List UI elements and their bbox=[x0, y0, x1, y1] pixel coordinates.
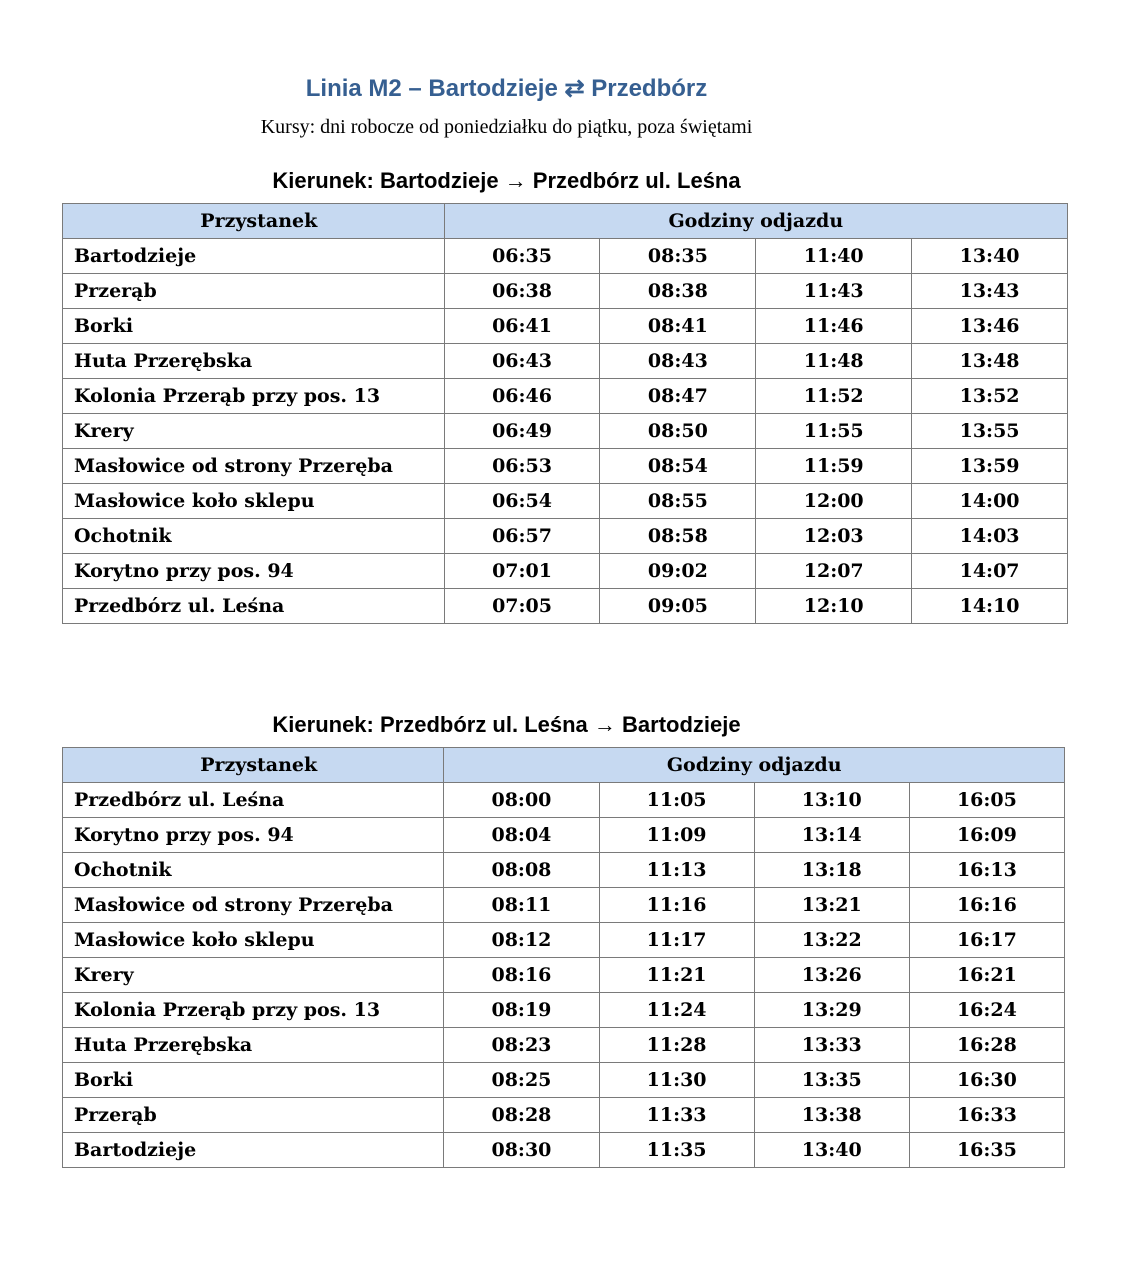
stop-name: Masłowice od strony Przeręba bbox=[63, 888, 444, 923]
departure-time: 13:40 bbox=[912, 239, 1068, 274]
departure-time: 08:04 bbox=[444, 818, 599, 853]
timetable-direction-2 bbox=[62, 747, 1065, 1168]
departure-time: 16:09 bbox=[909, 818, 1064, 853]
departure-time: 06:43 bbox=[444, 344, 600, 379]
departure-time: 08:00 bbox=[444, 783, 599, 818]
departure-time: 06:46 bbox=[444, 379, 600, 414]
table-header-row bbox=[63, 748, 1065, 783]
departure-time: 11:33 bbox=[599, 1098, 754, 1133]
departure-time: 09:05 bbox=[600, 589, 756, 624]
departure-time: 11:55 bbox=[756, 414, 912, 449]
table-row bbox=[63, 484, 1068, 519]
stop-name: Przerąb bbox=[63, 274, 445, 309]
table-row bbox=[63, 449, 1068, 484]
table-row bbox=[63, 379, 1068, 414]
departure-time: 11:17 bbox=[599, 923, 754, 958]
departure-time: 13:33 bbox=[754, 1028, 909, 1063]
departure-time: 13:46 bbox=[912, 309, 1068, 344]
departure-time: 08:47 bbox=[600, 379, 756, 414]
departure-time: 16:30 bbox=[909, 1063, 1064, 1098]
departure-time: 06:38 bbox=[444, 274, 600, 309]
departure-time: 08:43 bbox=[600, 344, 756, 379]
departure-time: 11:40 bbox=[756, 239, 912, 274]
departure-time: 16:33 bbox=[909, 1098, 1064, 1133]
departure-time: 16:24 bbox=[909, 993, 1064, 1028]
departure-time: 11:28 bbox=[599, 1028, 754, 1063]
departure-time: 11:35 bbox=[599, 1133, 754, 1168]
departure-time: 13:55 bbox=[912, 414, 1068, 449]
stop-name: Krery bbox=[63, 414, 445, 449]
departure-time: 11:21 bbox=[599, 958, 754, 993]
departure-time: 11:43 bbox=[756, 274, 912, 309]
departure-time: 06:57 bbox=[444, 519, 600, 554]
departure-time: 08:28 bbox=[444, 1098, 599, 1133]
stop-name: Borki bbox=[63, 309, 445, 344]
departure-time: 13:40 bbox=[754, 1133, 909, 1168]
stop-name: Krery bbox=[63, 958, 444, 993]
departure-time: 08:38 bbox=[600, 274, 756, 309]
departure-time: 13:18 bbox=[754, 853, 909, 888]
departure-time: 13:29 bbox=[754, 993, 909, 1028]
table-row bbox=[63, 853, 1065, 888]
departure-time: 16:05 bbox=[909, 783, 1064, 818]
stop-name: Huta Przerębska bbox=[63, 344, 445, 379]
page-subtitle: Kursy: dni robocze od poniedziałku do piątku, poza świętami bbox=[260, 116, 753, 138]
stop-name: Bartodzieje bbox=[63, 239, 445, 274]
table-row bbox=[63, 958, 1065, 993]
departure-time: 11:09 bbox=[599, 818, 754, 853]
stop-name: Przerąb bbox=[63, 1098, 444, 1133]
table-row bbox=[63, 1028, 1065, 1063]
departure-time: 13:59 bbox=[912, 449, 1068, 484]
departure-time: 06:53 bbox=[444, 449, 600, 484]
departure-time: 14:00 bbox=[912, 484, 1068, 519]
departure-time: 11:30 bbox=[599, 1063, 754, 1098]
departure-time: 06:54 bbox=[444, 484, 600, 519]
table-row bbox=[63, 923, 1065, 958]
table-row bbox=[63, 519, 1068, 554]
departure-time: 08:16 bbox=[444, 958, 599, 993]
departure-time: 16:16 bbox=[909, 888, 1064, 923]
departure-time: 13:38 bbox=[754, 1098, 909, 1133]
table-row bbox=[63, 414, 1068, 449]
table-row bbox=[63, 1098, 1065, 1133]
times-column-header: Godziny odjazdu bbox=[444, 204, 1067, 239]
departure-time: 11:16 bbox=[599, 888, 754, 923]
stop-name: Przedbórz ul. Leśna bbox=[63, 589, 445, 624]
stop-name: Masłowice od strony Przeręba bbox=[63, 449, 445, 484]
table-header-row bbox=[63, 204, 1068, 239]
departure-time: 13:52 bbox=[912, 379, 1068, 414]
departure-time: 11:52 bbox=[756, 379, 912, 414]
table-row bbox=[63, 589, 1068, 624]
direction-heading-2: Kierunek: Przedbórz ul. Leśna → Bartodzieje bbox=[272, 712, 741, 737]
departure-time: 08:23 bbox=[444, 1028, 599, 1063]
departure-time: 07:05 bbox=[444, 589, 600, 624]
departure-time: 16:28 bbox=[909, 1028, 1064, 1063]
table-row bbox=[63, 274, 1068, 309]
departure-time: 13:10 bbox=[754, 783, 909, 818]
departure-time: 16:21 bbox=[909, 958, 1064, 993]
departure-time: 12:03 bbox=[756, 519, 912, 554]
table-row bbox=[63, 1133, 1065, 1168]
departure-time: 11:13 bbox=[599, 853, 754, 888]
departure-time: 08:54 bbox=[600, 449, 756, 484]
departure-time: 13:21 bbox=[754, 888, 909, 923]
departure-time: 08:35 bbox=[600, 239, 756, 274]
table-row bbox=[63, 239, 1068, 274]
departure-time: 13:48 bbox=[912, 344, 1068, 379]
departure-time: 12:00 bbox=[756, 484, 912, 519]
timetable-direction-1 bbox=[62, 203, 1068, 624]
departure-time: 14:03 bbox=[912, 519, 1068, 554]
departure-time: 08:12 bbox=[444, 923, 599, 958]
departure-time: 14:07 bbox=[912, 554, 1068, 589]
table-row bbox=[63, 818, 1065, 853]
stop-name: Ochotnik bbox=[63, 519, 445, 554]
departure-time: 08:25 bbox=[444, 1063, 599, 1098]
departure-time: 11:48 bbox=[756, 344, 912, 379]
stop-name: Ochotnik bbox=[63, 853, 444, 888]
table-row bbox=[63, 783, 1065, 818]
departure-time: 14:10 bbox=[912, 589, 1068, 624]
departure-time: 09:02 bbox=[600, 554, 756, 589]
departure-time: 16:35 bbox=[909, 1133, 1064, 1168]
stop-name: Przedbórz ul. Leśna bbox=[63, 783, 444, 818]
departure-time: 08:08 bbox=[444, 853, 599, 888]
departure-time: 08:41 bbox=[600, 309, 756, 344]
stop-name: Huta Przerębska bbox=[63, 1028, 444, 1063]
times-column-header: Godziny odjazdu bbox=[444, 748, 1065, 783]
departure-time: 07:01 bbox=[444, 554, 600, 589]
stop-name: Korytno przy pos. 94 bbox=[63, 818, 444, 853]
departure-time: 13:22 bbox=[754, 923, 909, 958]
table-row bbox=[63, 993, 1065, 1028]
departure-time: 08:50 bbox=[600, 414, 756, 449]
departure-time: 11:05 bbox=[599, 783, 754, 818]
departure-time: 06:49 bbox=[444, 414, 600, 449]
direction-heading-1: Kierunek: Bartodzieje → Przedbórz ul. Leśna bbox=[272, 168, 741, 193]
stop-name: Bartodzieje bbox=[63, 1133, 444, 1168]
stop-column-header: Przystanek bbox=[63, 748, 444, 783]
departure-time: 12:07 bbox=[756, 554, 912, 589]
departure-time: 06:41 bbox=[444, 309, 600, 344]
departure-time: 16:17 bbox=[909, 923, 1064, 958]
departure-time: 08:30 bbox=[444, 1133, 599, 1168]
departure-time: 16:13 bbox=[909, 853, 1064, 888]
departure-time: 08:19 bbox=[444, 993, 599, 1028]
departure-time: 08:58 bbox=[600, 519, 756, 554]
table-row bbox=[63, 554, 1068, 589]
departure-time: 13:14 bbox=[754, 818, 909, 853]
stop-name: Borki bbox=[63, 1063, 444, 1098]
stop-column-header: Przystanek bbox=[63, 204, 445, 239]
departure-time: 08:55 bbox=[600, 484, 756, 519]
departure-time: 13:43 bbox=[912, 274, 1068, 309]
departure-time: 11:46 bbox=[756, 309, 912, 344]
table-row bbox=[63, 344, 1068, 379]
stop-name: Masłowice koło sklepu bbox=[63, 923, 444, 958]
table-row bbox=[63, 1063, 1065, 1098]
table-row bbox=[63, 309, 1068, 344]
page-title: Linia M2 – Bartodzieje ⇄ Przedbórz bbox=[305, 75, 708, 102]
departure-time: 13:26 bbox=[754, 958, 909, 993]
table-row bbox=[63, 888, 1065, 923]
stop-name: Kolonia Przerąb przy pos. 13 bbox=[63, 379, 445, 414]
departure-time: 13:35 bbox=[754, 1063, 909, 1098]
departure-time: 08:11 bbox=[444, 888, 599, 923]
departure-time: 11:24 bbox=[599, 993, 754, 1028]
departure-time: 12:10 bbox=[756, 589, 912, 624]
stop-name: Masłowice koło sklepu bbox=[63, 484, 445, 519]
stop-name: Kolonia Przerąb przy pos. 13 bbox=[63, 993, 444, 1028]
departure-time: 06:35 bbox=[444, 239, 600, 274]
stop-name: Korytno przy pos. 94 bbox=[63, 554, 445, 589]
departure-time: 11:59 bbox=[756, 449, 912, 484]
